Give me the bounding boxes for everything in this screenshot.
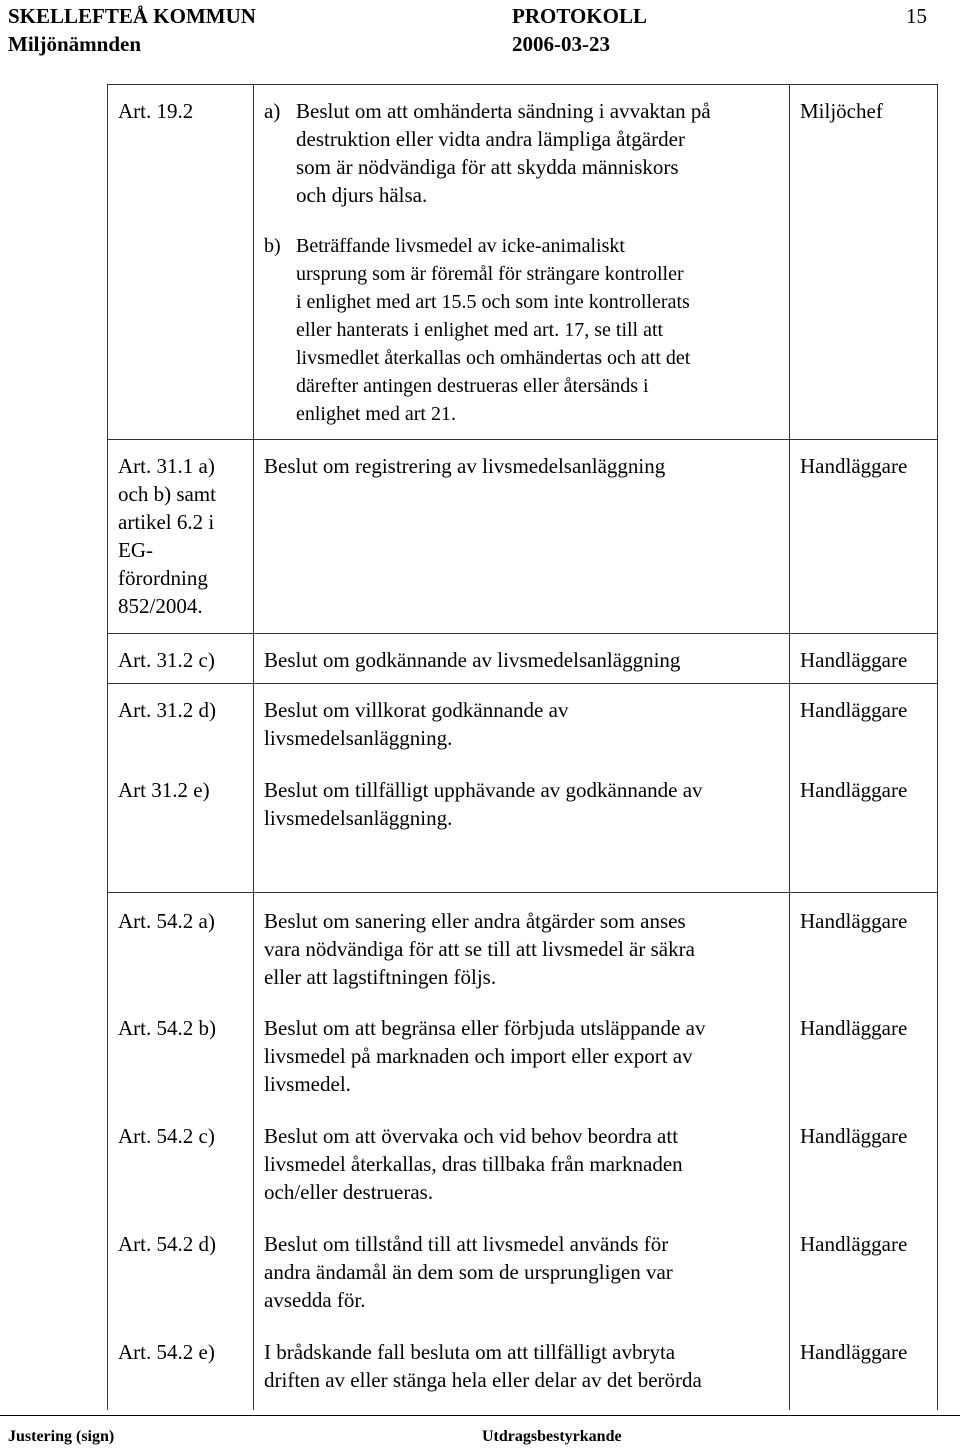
protocol-date: 2006-03-23: [512, 32, 610, 56]
table-border-right: [937, 84, 938, 1410]
article-ref: Art. 31.2 d): [118, 698, 216, 722]
delegate: Handläggare: [800, 1232, 908, 1256]
decision-text-line: livsmedel på marknaden och import eller export av: [264, 1044, 693, 1068]
decision-text-line: eller hanterats i enlighet med art. 17, se till att: [296, 319, 664, 341]
item-label: a): [264, 99, 281, 123]
footer-rule: [0, 1415, 960, 1416]
article-ref-line: artikel 6.2 i: [118, 510, 215, 534]
table-col-divider-1: [253, 84, 254, 1410]
decision-text: [264, 776, 703, 832]
delegate: Handläggare: [800, 1340, 908, 1364]
decision-text: Beslut om godkännande av livsmedelsanläggning: [264, 648, 681, 672]
decision-text-line: livsmedel återkallas, dras tillbaka från marknaden: [264, 1152, 683, 1176]
decision-text-line: därefter antingen destrueras eller återsänds i: [296, 375, 649, 397]
decision-text-line: enlighet med art 21.: [296, 403, 456, 425]
decision-text-line: vara nödvändiga för att se till att livsmedel är säkra: [264, 937, 695, 961]
decision-text-line: I brådskande fall besluta om att tillfälligt avbryta: [264, 1340, 676, 1364]
table-border-left: [107, 84, 108, 1410]
decision-text: Beslut om registrering av livsmedelsanläggning: [264, 454, 666, 478]
sign-label: Justering (sign): [8, 1428, 115, 1445]
row-divider: [107, 683, 938, 684]
decision-text-line: och/eller destrueras.: [264, 1180, 434, 1204]
delegate: Handläggare: [800, 1016, 908, 1040]
decision-text-line: livsmedelsanläggning.: [264, 726, 453, 750]
article-ref: Art. 31.2 c): [118, 648, 215, 672]
article-ref-line: 852/2004.: [118, 594, 203, 618]
article-ref: Art. 54.2 e): [118, 1340, 215, 1364]
decision-text-line: eller att lagstiftningen följs.: [264, 965, 497, 989]
decision-text: [264, 1014, 705, 1098]
article-ref-line: och b) samt: [118, 482, 216, 506]
article-ref-line: förordning: [118, 566, 208, 590]
document-type: PROTOKOLL: [512, 4, 647, 28]
page-number: 15: [906, 4, 927, 28]
article-ref-line: Art. 31.1 a): [118, 454, 215, 478]
article-ref: Art. 19.2: [118, 99, 194, 123]
decision-text-line: som är nödvändiga för att skydda människors: [296, 155, 679, 179]
decision-text-line: Beslut om sanering eller andra åtgärder som anses: [264, 909, 686, 933]
delegate: Handläggare: [800, 1124, 908, 1148]
extract-label: Utdragsbestyrkande: [482, 1428, 622, 1445]
table-col-divider-2: [789, 84, 790, 1410]
decision-text-line: Beslut om villkorat godkännande av: [264, 698, 569, 722]
article-ref: [118, 452, 216, 620]
row-divider: [107, 892, 938, 893]
item-label: b): [264, 235, 281, 257]
decision-text-line: i enlighet med art 15.5 och som inte kontrollerats: [296, 291, 690, 313]
decision-text-line: ursprung som är föremål för strängare kontroller: [296, 263, 684, 285]
delegate: Handläggare: [800, 698, 908, 722]
article-ref: Art. 54.2 d): [118, 1232, 216, 1256]
decision-item-b: [264, 232, 784, 428]
decision-item-a: [264, 97, 784, 209]
decision-text: [264, 907, 695, 991]
delegate: Miljöchef: [800, 99, 883, 123]
decision-text-line: andra ändamål än dem som de ursprungligen var: [264, 1260, 673, 1284]
decision-text-line: destruktion eller vidta andra lämpliga åtgärder: [296, 127, 685, 151]
delegate: Handläggare: [800, 909, 908, 933]
article-ref: Art. 54.2 c): [118, 1124, 215, 1148]
decision-text-line: Beslut om att omhänderta sändning i avvaktan på: [296, 99, 711, 123]
table-border-top: [107, 84, 938, 85]
decision-text-line: Beslut om tillstånd till att livsmedel används för: [264, 1232, 669, 1256]
delegate: Handläggare: [800, 454, 908, 478]
decision-text: [264, 1122, 683, 1206]
decision-text-line: och djurs hälsa.: [296, 183, 428, 207]
row-divider: [107, 439, 938, 440]
article-ref: Art. 54.2 b): [118, 1016, 216, 1040]
decision-text-line: livsmedelsanläggning.: [264, 806, 453, 830]
article-ref-line: EG-: [118, 538, 153, 562]
decision-text-line: driften av eller stänga hela eller delar av det berörda: [264, 1368, 702, 1392]
decision-text-line: livsmedel.: [264, 1072, 351, 1096]
row-divider: [107, 633, 938, 634]
decision-text-line: avsedda för.: [264, 1288, 366, 1312]
decision-text: [264, 1230, 673, 1314]
article-ref: Art. 54.2 a): [118, 909, 215, 933]
committee-name: Miljönämnden: [8, 32, 142, 56]
decision-text-line: livsmedlet återkallas och omhändertas och att det: [296, 347, 691, 369]
decision-text: [264, 1338, 702, 1394]
decision-text-line: Beslut om att begränsa eller förbjuda utsläppande av: [264, 1016, 706, 1040]
decision-text: [264, 696, 568, 752]
decision-text-line: Beträffande livsmedel av icke-animaliskt: [296, 235, 625, 257]
decision-text-line: Beslut om tillfälligt upphävande av godkännande av: [264, 778, 703, 802]
org-name: SKELLEFTEÅ KOMMUN: [8, 4, 256, 28]
delegate: Handläggare: [800, 648, 908, 672]
decision-text-line: Beslut om att övervaka och vid behov beordra att: [264, 1124, 679, 1148]
delegate: Handläggare: [800, 778, 908, 802]
article-ref: Art 31.2 e): [118, 778, 210, 802]
